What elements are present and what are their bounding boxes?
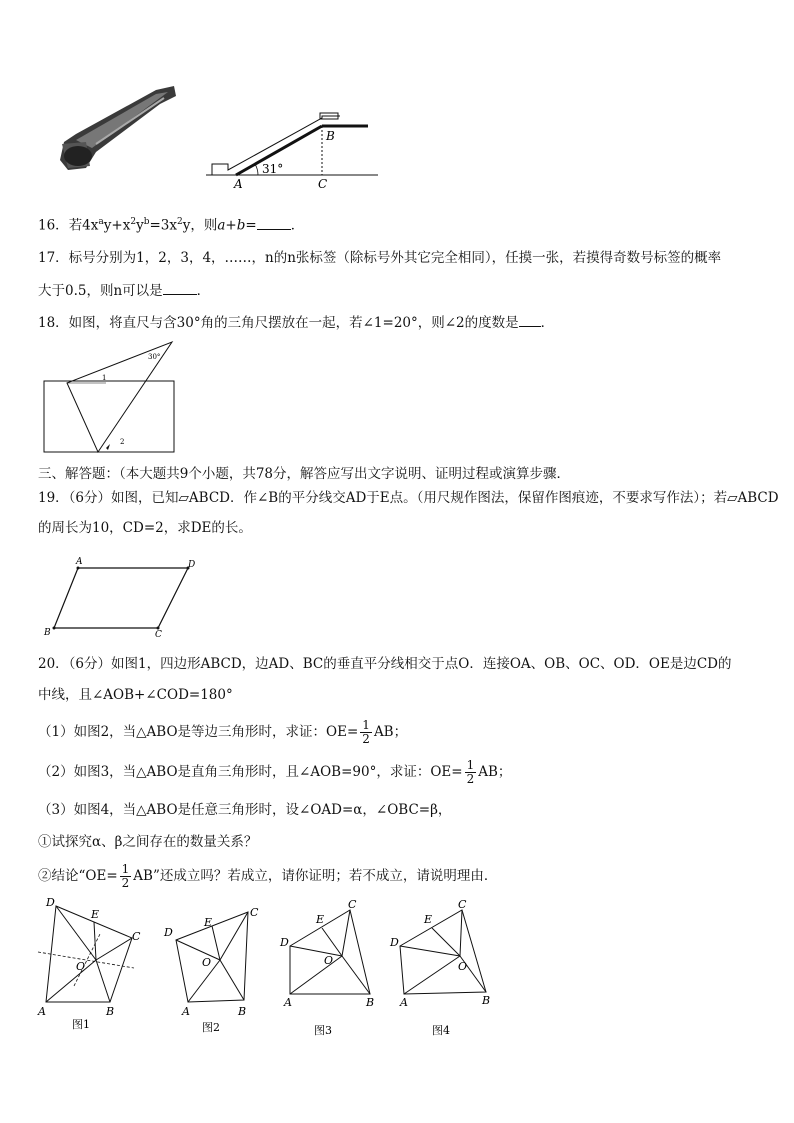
figure-4 bbox=[389, 898, 490, 1037]
fig2-caption: 图2 bbox=[202, 1021, 220, 1034]
point-c-label: C bbox=[318, 177, 328, 191]
q16-sup: a bbox=[98, 217, 104, 227]
fig2-label-b: B bbox=[238, 1005, 247, 1018]
question-20-part1 bbox=[38, 714, 407, 750]
question-20-part2 bbox=[38, 754, 511, 790]
parallelogram-figure bbox=[40, 556, 200, 640]
fraction-half bbox=[360, 719, 372, 746]
angle-label: 31° bbox=[262, 162, 284, 176]
q16-text: =3x bbox=[149, 217, 177, 234]
fraction-num: 1 bbox=[362, 718, 370, 732]
question-18 bbox=[38, 312, 554, 333]
q16-text: y bbox=[136, 217, 144, 234]
question-17-line2 bbox=[38, 280, 210, 301]
q20-part2-end: AB； bbox=[478, 764, 512, 780]
question-20-part3: （3）如图4，当△ABO是任意三角形时，设∠OAD=α，∠OBC=β， bbox=[38, 802, 452, 818]
fig3-caption: 图3 bbox=[314, 1024, 332, 1037]
q20-figures bbox=[34, 894, 514, 1044]
q20-part2-text: （2）如图3，当△ABO是直角三角形时，且∠AOB=90°，求证：OE= bbox=[38, 764, 463, 780]
question-16 bbox=[38, 212, 304, 236]
q16-expr: a+b= bbox=[217, 217, 257, 234]
fig2-label-e: E bbox=[204, 916, 213, 929]
fig1-label-b: B bbox=[106, 1005, 115, 1018]
fig3-label-d: D bbox=[280, 936, 289, 949]
fig3-label-e: E bbox=[316, 913, 325, 926]
answer-blank[interactable] bbox=[257, 215, 291, 230]
fig4-caption: 图4 bbox=[432, 1024, 450, 1037]
fraction-num: 1 bbox=[121, 862, 130, 876]
escalator-photo bbox=[56, 82, 178, 178]
q20-sub2-text: ②结论“OE= bbox=[38, 868, 118, 884]
fig2-label-c: C bbox=[250, 906, 259, 919]
point-a-label: A bbox=[234, 177, 243, 191]
point-b-label: B bbox=[326, 129, 335, 143]
fig4-label-o: O bbox=[458, 960, 468, 973]
fraction-den: 2 bbox=[362, 732, 370, 746]
question-17-line1: 17．标号分别为1，2，3，4，……，n的n张标签（除标号外其它完全相同），任摸一张，若摸得奇数号标签的概率 bbox=[38, 250, 722, 266]
fig3-label-o: O bbox=[324, 954, 334, 967]
fraction-den: 2 bbox=[466, 772, 475, 786]
q20-part1-end: AB； bbox=[373, 724, 408, 740]
q17-end: ． bbox=[196, 283, 211, 299]
q16-number: 16． bbox=[38, 217, 69, 234]
fraction-half bbox=[465, 759, 477, 786]
vertex-a-label: A bbox=[76, 557, 83, 567]
fraction-num: 1 bbox=[466, 758, 475, 772]
vertex-c-label: C bbox=[155, 630, 162, 640]
angle-30-label: 30° bbox=[148, 353, 161, 361]
q16-sup: b bbox=[143, 217, 150, 227]
fraction-half bbox=[120, 863, 132, 890]
question-20-line1: 20．（6分）如图1，四边形ABCD，边AD、BC的垂直平分线相交于点O．连接OA、OB、OC、OD．OE是边CD的 bbox=[38, 656, 732, 672]
fig3-label-b: B bbox=[366, 996, 375, 1009]
q17-text: 大于0.5，则n可以是 bbox=[38, 283, 163, 299]
ruler-triangle-figure bbox=[40, 338, 180, 456]
q20-part1-text: （1）如图2，当△ABO是等边三角形时，求证：OE= bbox=[38, 724, 359, 740]
figure-3 bbox=[279, 898, 374, 1037]
section-3-title: 三、解答题：（本大题共9个小题，共78分，解答应写出文字说明、证明过程或演算步骤． bbox=[38, 466, 571, 482]
q16-sup: 2 bbox=[130, 217, 137, 227]
q20-sub2-end: AB”还成立吗？若成立，请你证明；若不成立，请说明理由． bbox=[133, 868, 498, 884]
question-19-line2: 的周长为10，CD=2，求DE的长。 bbox=[38, 520, 252, 536]
escalator-diagram bbox=[200, 84, 382, 194]
angle-2-label: 2 bbox=[120, 438, 125, 446]
fig3-label-a: A bbox=[284, 996, 292, 1009]
fig2-label-a: A bbox=[182, 1005, 190, 1018]
q16-text: y+x bbox=[103, 217, 131, 234]
fig4-label-e: E bbox=[424, 913, 433, 926]
fig1-label-o: O bbox=[76, 960, 86, 973]
fig4-label-d: D bbox=[390, 936, 399, 949]
q16-text: y，则 bbox=[182, 217, 218, 234]
fig4-label-b: B bbox=[482, 994, 491, 1007]
question-20-sub1: ①试探究α、β之间存在的数量关系？ bbox=[38, 834, 258, 850]
fig1-label-c: C bbox=[132, 930, 141, 943]
question-20-line2: 中线，且∠AOB+∠COD=180° bbox=[38, 687, 233, 703]
fig4-label-c: C bbox=[458, 898, 467, 911]
question-19-line1: 19．（6分）如图，已知▱ABCD．作∠B的平分线交AD于E点。（用尺规作图法，保留作图痕迹，不要求写作法）；若▱ABCD bbox=[38, 490, 779, 506]
figure-1 bbox=[37, 896, 141, 1031]
figure-2 bbox=[163, 906, 259, 1034]
fig1-label-e: E bbox=[91, 908, 100, 921]
fig1-label-a: A bbox=[38, 1005, 46, 1018]
fig1-label-d: D bbox=[46, 896, 55, 909]
fig2-label-o: O bbox=[202, 956, 212, 969]
fig4-label-a: A bbox=[400, 996, 408, 1009]
vertex-b-label: B bbox=[44, 628, 51, 638]
answer-blank[interactable] bbox=[519, 312, 541, 327]
question-20-sub2 bbox=[38, 858, 497, 894]
fig1-caption: 图1 bbox=[72, 1018, 90, 1031]
q16-sup: 2 bbox=[176, 217, 183, 227]
q16-end: ． bbox=[290, 217, 305, 234]
fig2-label-d: D bbox=[164, 926, 173, 939]
angle-1-label: 1 bbox=[102, 374, 107, 382]
vertex-d-label: D bbox=[188, 560, 196, 570]
q16-text: 若4x bbox=[68, 217, 99, 234]
q18-text: 18．如图，将直尺与含30°角的三角尺摆放在一起，若∠1=20°，则∠2的度数是 bbox=[38, 315, 519, 331]
q18-end: ． bbox=[540, 315, 555, 331]
fig3-label-c: C bbox=[348, 898, 357, 911]
fraction-den: 2 bbox=[121, 876, 130, 890]
answer-blank[interactable] bbox=[163, 280, 197, 295]
